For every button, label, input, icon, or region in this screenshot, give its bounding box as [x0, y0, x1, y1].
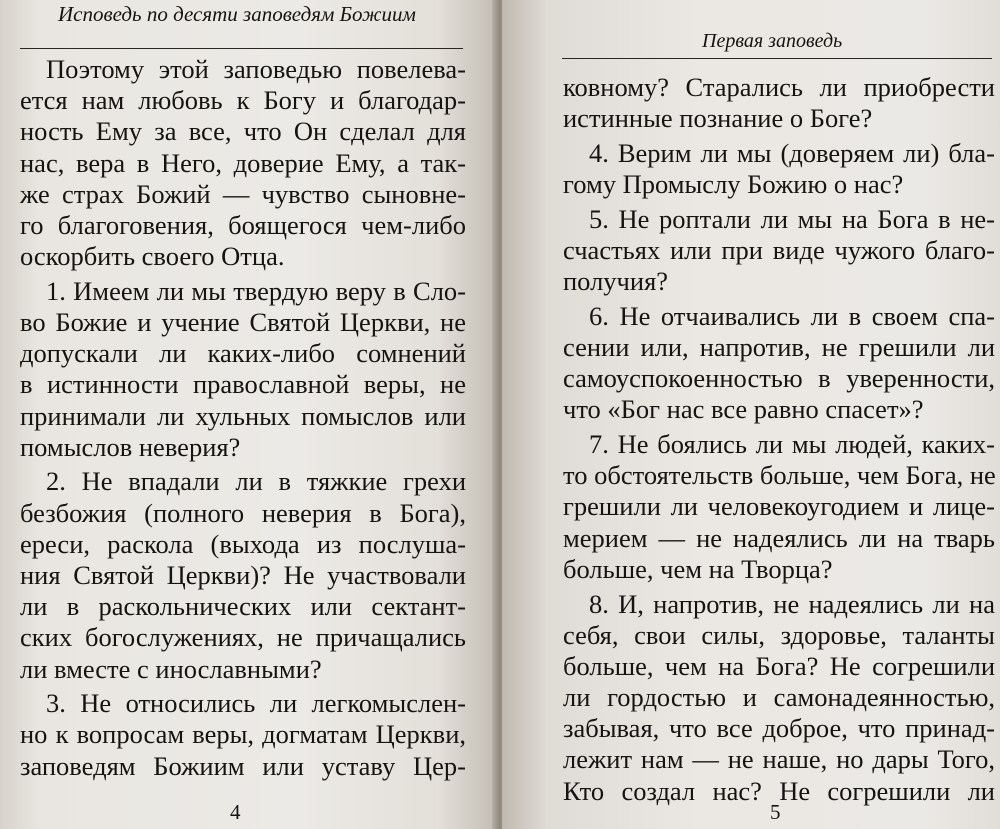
text-line: гому Промыслу Божию о нас? — [563, 169, 904, 200]
header-rule-left — [20, 48, 463, 49]
text-line: допускали ли каких-либо сомнений — [20, 338, 466, 369]
text-line: 1. Имеем ли мы твердую веру в Сло- — [46, 275, 466, 306]
text-line: себя, свои силы, здоровье, таланты — [563, 619, 995, 650]
text-line: нас, вера в Него, доверие Ему, а так- — [20, 147, 466, 178]
page-number-right: 5 — [770, 800, 781, 824]
text-line: то обстоятельств больше, чем Бога, не — [563, 460, 996, 491]
text-line: истинные познание о Боге? — [563, 103, 873, 134]
text-line: что «Бог нас все равно спасет»? — [563, 394, 924, 425]
text-line: мерием — не надеялись ли на тварь — [563, 522, 995, 553]
text-line: го благоговения, боящегося чем-либо — [20, 209, 466, 240]
text-line: Поэтому этой заповедью повелева- — [46, 54, 466, 84]
text-line: помыслов неверия? — [20, 431, 241, 462]
text-line: 8. И, напротив, не надеялись ли на — [589, 588, 995, 619]
text-line: ли вместе с инославными? — [20, 653, 322, 684]
page-number-left: 4 — [230, 800, 241, 824]
text-line: же страх Божий — чувство сыновне- — [20, 178, 466, 209]
text-line: заповедям Божиим или уставу Цер- — [20, 750, 466, 781]
text-line: но к вопросам веры, догматам Церкви, — [20, 719, 466, 750]
text-line: ли гордостью и самонадеянностью, — [563, 682, 995, 713]
text-line: ских богослужениях, не причащались — [20, 622, 466, 653]
text-line: сении или, напротив, не грешили ли — [563, 332, 995, 362]
header-rule-right — [562, 58, 992, 59]
text-line: ли в раскольнических или сектант- — [20, 591, 466, 622]
text-line: грешили ли человекоугодием и лице- — [563, 491, 995, 522]
text-line: получия? — [563, 266, 669, 297]
text-line: 3. Не относились ли легкомыслен- — [46, 688, 466, 719]
text-line: счастьях или при виде чужого благо- — [563, 234, 995, 265]
text-line: 6. Не отчаивались ли в своем спа- — [589, 300, 995, 331]
text-line: лежит нам — не наше, но дары Того, — [563, 744, 995, 775]
text-line: принимали ли хульных помыслов или — [20, 400, 466, 431]
right-page-body — [563, 72, 995, 807]
text-line: безбожия (полного неверия в Бога), — [20, 497, 466, 528]
text-line: больше, чем на Бога? Не согрешили — [563, 650, 995, 681]
text-line: ется нам любовь к Богу и благодар- — [20, 85, 466, 116]
text-line: ковному? Старались ли приобрести — [563, 72, 995, 102]
text-line: 5. Не роптали ли мы на Бога в не- — [589, 203, 995, 234]
left-page — [0, 0, 498, 829]
text-line: самоуспокоенностью в уверенности, — [563, 363, 995, 394]
text-line: 4. Верим ли мы (доверяем ли) бла- — [589, 137, 995, 168]
text-line: 7. Не боялись ли мы людей, каких- — [589, 429, 995, 460]
text-line: 2. Не впадали ли в тяжкие грехи — [46, 466, 466, 497]
left-page-body — [20, 54, 466, 782]
running-head-left: Исповедь по десяти заповедям Божиим — [58, 2, 416, 26]
text-line: ния Святой Церкви)? Не участвовали — [20, 560, 466, 590]
text-line: больше, чем на Творца? — [563, 553, 833, 584]
text-line: Кто создал нас? Не согрешили ли — [563, 775, 995, 806]
text-line: во Божие и учение Святой Церкви, не — [20, 307, 466, 337]
right-page — [502, 0, 1000, 829]
text-line: ность Ему за все, что Он сделал для — [20, 116, 466, 147]
text-line: оскорбить своего Отца. — [20, 241, 285, 272]
text-line: в истинности православной веры, не — [20, 369, 466, 400]
text-line: забывая, что все доброе, что принад- — [563, 713, 995, 744]
text-line: ереси, раскола (выхода из послуша- — [20, 528, 466, 559]
running-head-right: Первая заповедь — [702, 30, 843, 52]
